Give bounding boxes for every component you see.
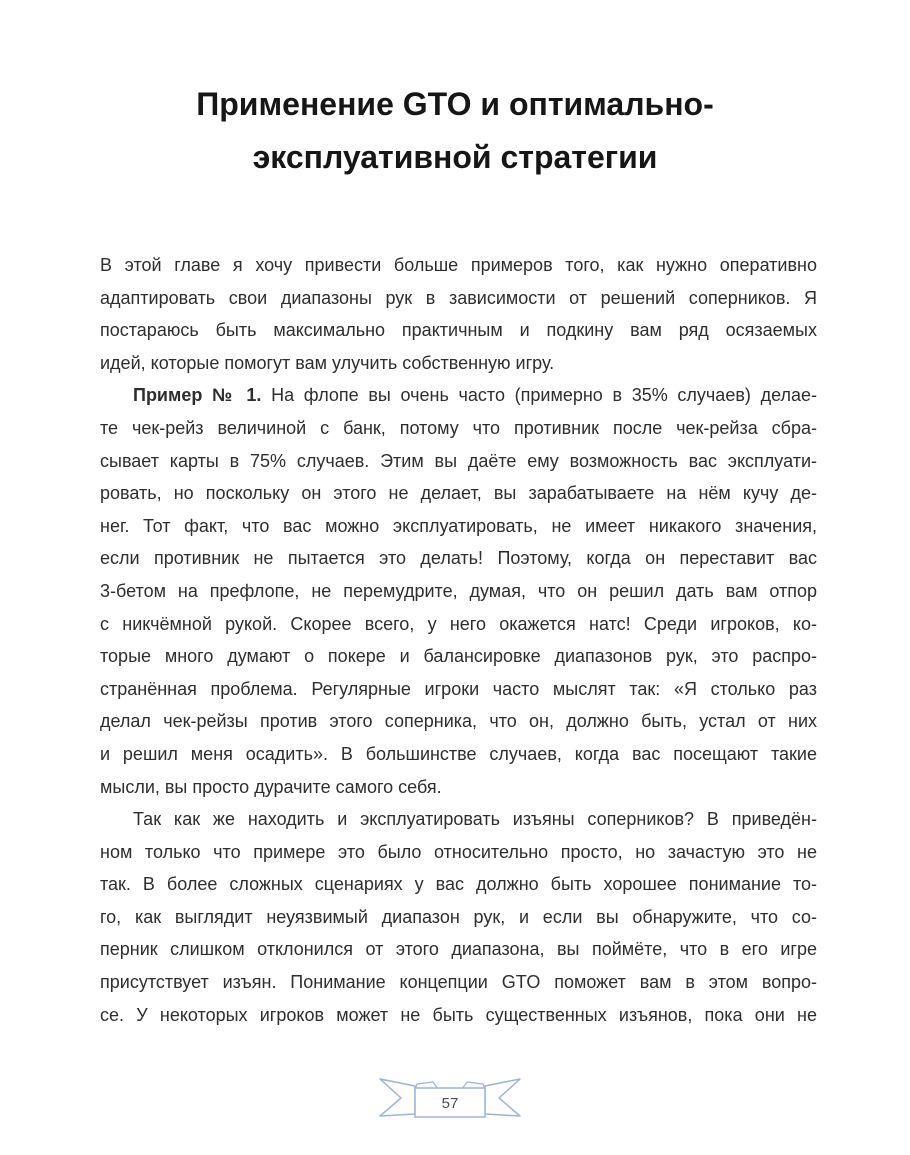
ribbon-left-wing [380,1079,415,1116]
text-line: те чек-рейз величиной с банк, потому что противник после чек-рейза сбра- [100,417,817,438]
text-line [100,379,817,412]
text-line: се. У некоторых игроков может не быть существенных изъянов, пока они не [100,1004,817,1025]
text-line: торые много думают о покере и балансировке диапазонов рук, это распро- [100,646,817,667]
text-line: мысли, вы просто дурачите самого себя. [100,776,442,797]
text-line: постараюсь быть максимально практичным и подкину вам ряд осязаемых [100,320,817,341]
text-line: делал чек-рейзы против этого соперника, что он, должно быть, устал от них [100,711,817,732]
text-line: адаптировать свои диапазоны рук в зависимости от решений соперников. Я [100,287,817,308]
text-segment: На флопе вы очень часто (примерно в 35% случаев) делае- [261,385,817,406]
text-line: и решил меня осадить». В большинстве случаев, когда вас посещают такие [100,743,817,764]
chapter-title [0,78,910,184]
text-line: если противник не пытается это делать! Поэтому, когда он переставит вас [100,548,817,569]
example-label: Пример № 1. [133,385,262,406]
chapter-title-line-2: эксплуативной стратегии [252,139,658,175]
chapter-title-line-1: Применение GTO и оптимально- [196,86,714,122]
ribbon-right-wing [485,1079,520,1116]
text-line: нег. Тот факт, что вас можно эксплуатировать, не имеет никакого значения, [100,515,817,536]
text-line: ном только что примере это было относительно просто, но зачастую это не [100,841,817,862]
page-footer [378,1074,522,1124]
page-number-ribbon [378,1074,522,1124]
page-body [100,249,817,1031]
text-line: идей, которые помогут вам улучить собственную игру. [100,352,555,373]
page-number: 57 [441,1095,459,1112]
text-line: присутствует изъян. Понимание концепции GTO поможет вам в этом вопро- [100,972,817,993]
text-line: Так как же находить и эксплуатировать изъяны соперников? В приведён- [133,809,817,830]
text-line: странённая проблема. Регулярные игроки часто мыслят так: «Я столько раз [100,678,817,699]
text-line: перник слишком отклонился от этого диапазона, вы поймёте, что в его игре [100,939,817,960]
text-line: 3-бетом на префлопе, не перемудрите, думая, что он решил дать вам отпор [100,580,817,601]
text-line: сывает карты в 75% случаев. Этим вы даёте ему возможность вас эксплуати- [100,450,817,471]
text-line: ровать, но поскольку он этого не делает, вы зарабатываете на нём кучу де- [100,483,817,504]
text-line: го, как выглядит неуязвимый диапазон рук, и если вы обнаружите, что со- [100,906,817,927]
text-line: В этой главе я хочу привести больше примеров того, как нужно оперативно [100,255,817,275]
text-line: так. В более сложных сценариях у вас должно быть хорошее понимание то- [100,874,817,895]
text-line: с никчёмной рукой. Скорее всего, у него окажется натс! Среди игроков, ко- [100,613,817,634]
